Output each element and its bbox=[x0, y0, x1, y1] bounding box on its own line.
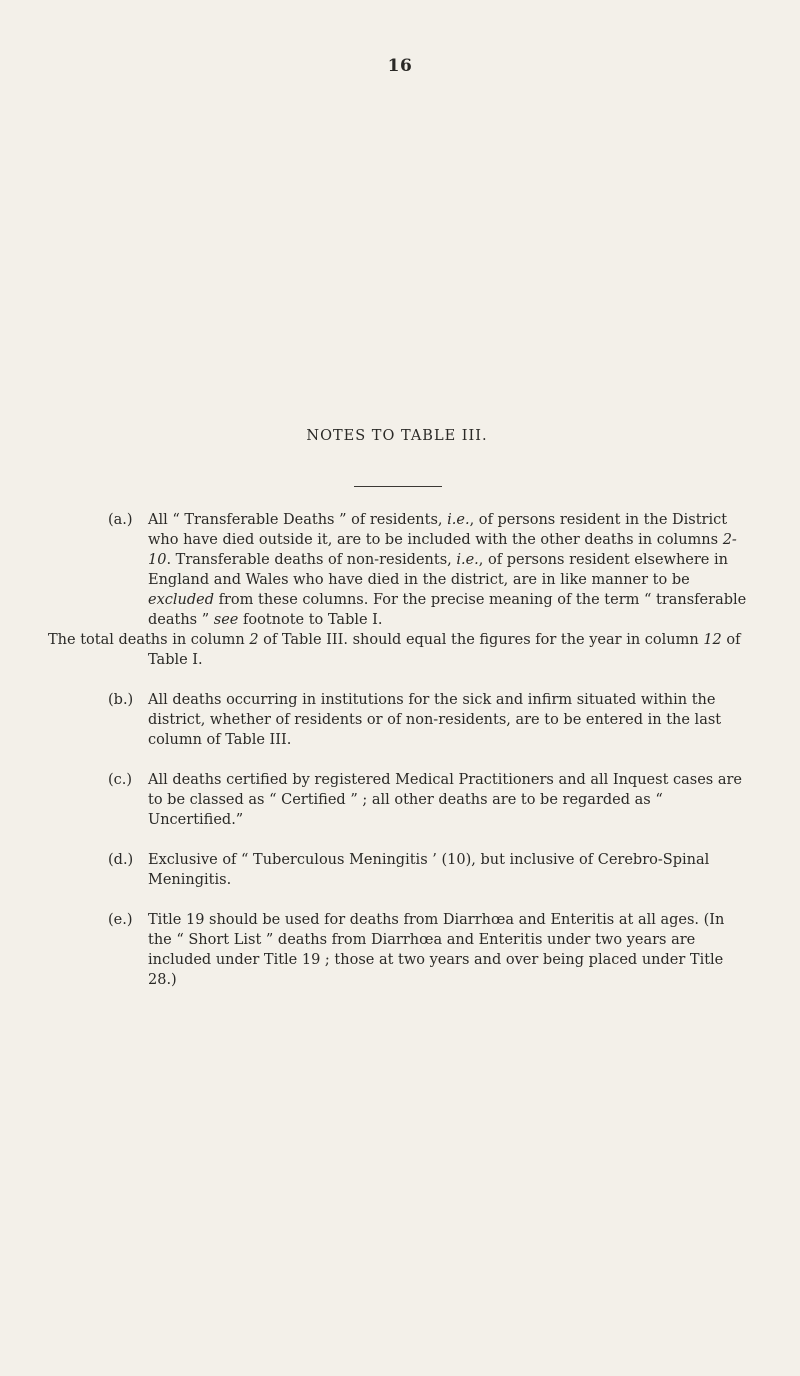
note-b-text: All deaths occurring in institutions for the sick and infirm situated within the district, whether of residents or of non-residents, are to be entered in the last column of Table III. bbox=[148, 692, 722, 748]
note-text-italic: 2-10 bbox=[148, 532, 737, 568]
note-text-italic: i.e. bbox=[456, 552, 479, 568]
note-c bbox=[108, 770, 748, 830]
note-text: All “ Transferable Deaths ” of residents, bbox=[148, 512, 448, 528]
page-number: 16 bbox=[387, 56, 413, 76]
note-d-text: Exclusive of “ Tuberculous Meningitis ’ (10), but inclusive of Cerebro-Spinal Meningitis. bbox=[148, 852, 710, 888]
note-a bbox=[48, 510, 748, 670]
note-b bbox=[108, 690, 748, 750]
note-text: of Table III. should equal the figures for the year in column bbox=[258, 632, 704, 648]
note-d bbox=[108, 850, 748, 890]
note-a-paragraph-1 bbox=[148, 510, 748, 630]
note-marker: (d.) bbox=[108, 852, 134, 868]
note-c-text: All deaths certified by registered Medical Practitioners and all Inquest cases are to be classed as “ Certified ” ; all other deaths are to be regarded as “ Uncertified.” bbox=[148, 772, 743, 828]
note-text: of Table I. bbox=[148, 632, 741, 668]
note-text-italic: excluded bbox=[148, 592, 215, 608]
note-marker: (b.) bbox=[108, 692, 134, 708]
note-e bbox=[108, 910, 748, 990]
note-marker: (e.) bbox=[108, 912, 133, 928]
title-divider bbox=[354, 486, 442, 487]
note-text: The total deaths in column bbox=[48, 632, 250, 648]
note-a-paragraph-2 bbox=[48, 630, 748, 670]
note-text: , of persons resident in the District who have died outside it, are to be included with the other deaths in columns bbox=[148, 512, 728, 548]
note-text-italic: see bbox=[213, 612, 239, 628]
note-text-italic: 2 bbox=[249, 632, 259, 648]
notes-list bbox=[0, 510, 800, 1010]
note-text: , of persons resident elsewhere in England and Wales who have died in the district, are in like manner to be bbox=[148, 552, 728, 588]
note-text: . Transferable deaths of non-residents, bbox=[166, 552, 457, 568]
note-marker: (c.) bbox=[108, 772, 133, 788]
note-text-italic: i.e. bbox=[447, 512, 470, 528]
page-title: NOTES TO TABLE III. bbox=[306, 428, 488, 444]
note-e-text: Title 19 should be used for deaths from Diarrhœa and Enteritis at all ages. (In the “ Short List ” deaths from Diarrhœa and Enteritis under two years are included under Title 19 ; those at two years and over being placed under Title 28.) bbox=[148, 912, 725, 988]
note-marker: (a.) bbox=[108, 512, 133, 528]
note-text: from these columns. For the precise meaning of the term “ transferable deaths ” bbox=[148, 592, 747, 628]
note-text-italic: 12 bbox=[703, 632, 722, 648]
note-text: footnote to Table I. bbox=[238, 612, 383, 628]
